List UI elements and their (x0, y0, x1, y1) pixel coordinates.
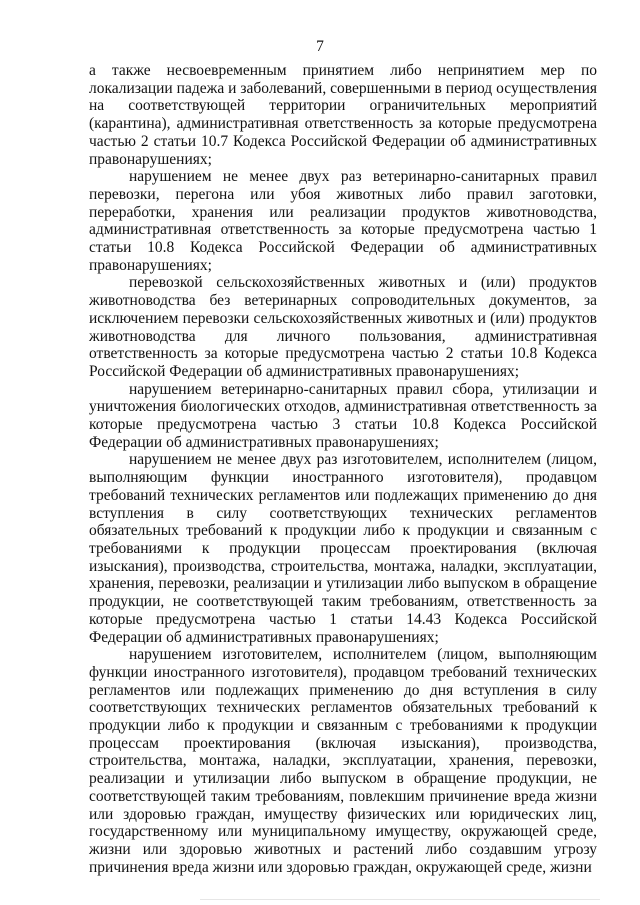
document-body (89, 62, 597, 876)
paragraph-biological-waste: нарушением ветеринарно-санитарных правил сбора, утилизации и уничтожения биологических отходов, административная ответственность за которые предусмотрена частью 3 статьи 10.8 Кодекса Российской Федерации об административных правонарушениях; (89, 380, 597, 451)
paragraph-technical-regulations-repeated: нарушением не менее двух раз изготовителем, исполнителем (лицом, выполняющим функции иностранного изготовителя), продавцом требований технических регламентов или подлежащих применению до дня вступления в силу соответствующих технических регламентов обязательных требований к продукции либо к продукции и связанным с требованиями к продукции процессам проектирования (включая изыскания), производства, строительства, монтажа, наладки, эксплуатации, хранения, перевозки, реализации и утилизации либо выпуском в обращение продукции, не соответствующей таким требованиям, ответственность за которые предусмотрена частью 1 статьи 14.43 Кодекса Российской Федерации об административных правонарушениях; (89, 451, 597, 646)
page-number: 7 (316, 38, 324, 55)
paragraph-veterinary-transport: нарушением не менее двух раз ветеринарно-санитарных правил перевозки, перегона или убоя животных либо правил заготовки, переработки, хранения или реализации продуктов животноводства, административная ответственность за которые предусмотрена частью 1 статьи 10.8 Кодекса Российской Федерации об административных правонарушениях; (89, 168, 597, 274)
paragraph-technical-regulations-harm: нарушением изготовителем, исполнителем (лицом, выполняющим функции иностранного изготовителя), продавцом требований технических регламентов или подлежащих применению до дня вступления в силу соответствующих технических регламентов обязательных требований к продукции либо к продукции и связанным с требованиями к продукции процессам проектирования (включая изыскания), производства, строительства, монтажа, наладки, эксплуатации, хранения, перевозки, реализации и утилизации либо выпуском в обращение продукции, не соответствующей таким требованиям, повлекшим причинение вреда жизни или здоровью граждан, имуществу физических или юридических лиц, государственному или муниципальному имуществу, окружающей среде, жизни или здоровью животных и растений либо создавшим угрозу причинения вреда жизни или здоровью граждан, окружающей среде, жизни (89, 646, 597, 876)
paragraph-transport-without-documents: перевозкой сельскохозяйственных животных и (или) продуктов животноводства без ветеринарных сопроводительных документов, за исключением перевозки сельскохозяйственных животных и (или) продуктов животноводства для личного пользования, административная ответственность за которые предусмотрена частью 2 статьи 10.8 Кодекса Российской Федерации об административных правонарушениях; (89, 274, 597, 380)
paragraph-continuation: а также несвоевременным принятием либо непринятием мер по локализации падежа и заболеваний, совершенными в период осуществления на соответствующей территории ограничительных мероприятий (карантина), административная ответственность за которые предусмотрена частью 2 статьи 10.7 Кодекса Российской Федерации об административных правонарушениях; (89, 62, 597, 168)
scan-edge-line (200, 899, 600, 900)
